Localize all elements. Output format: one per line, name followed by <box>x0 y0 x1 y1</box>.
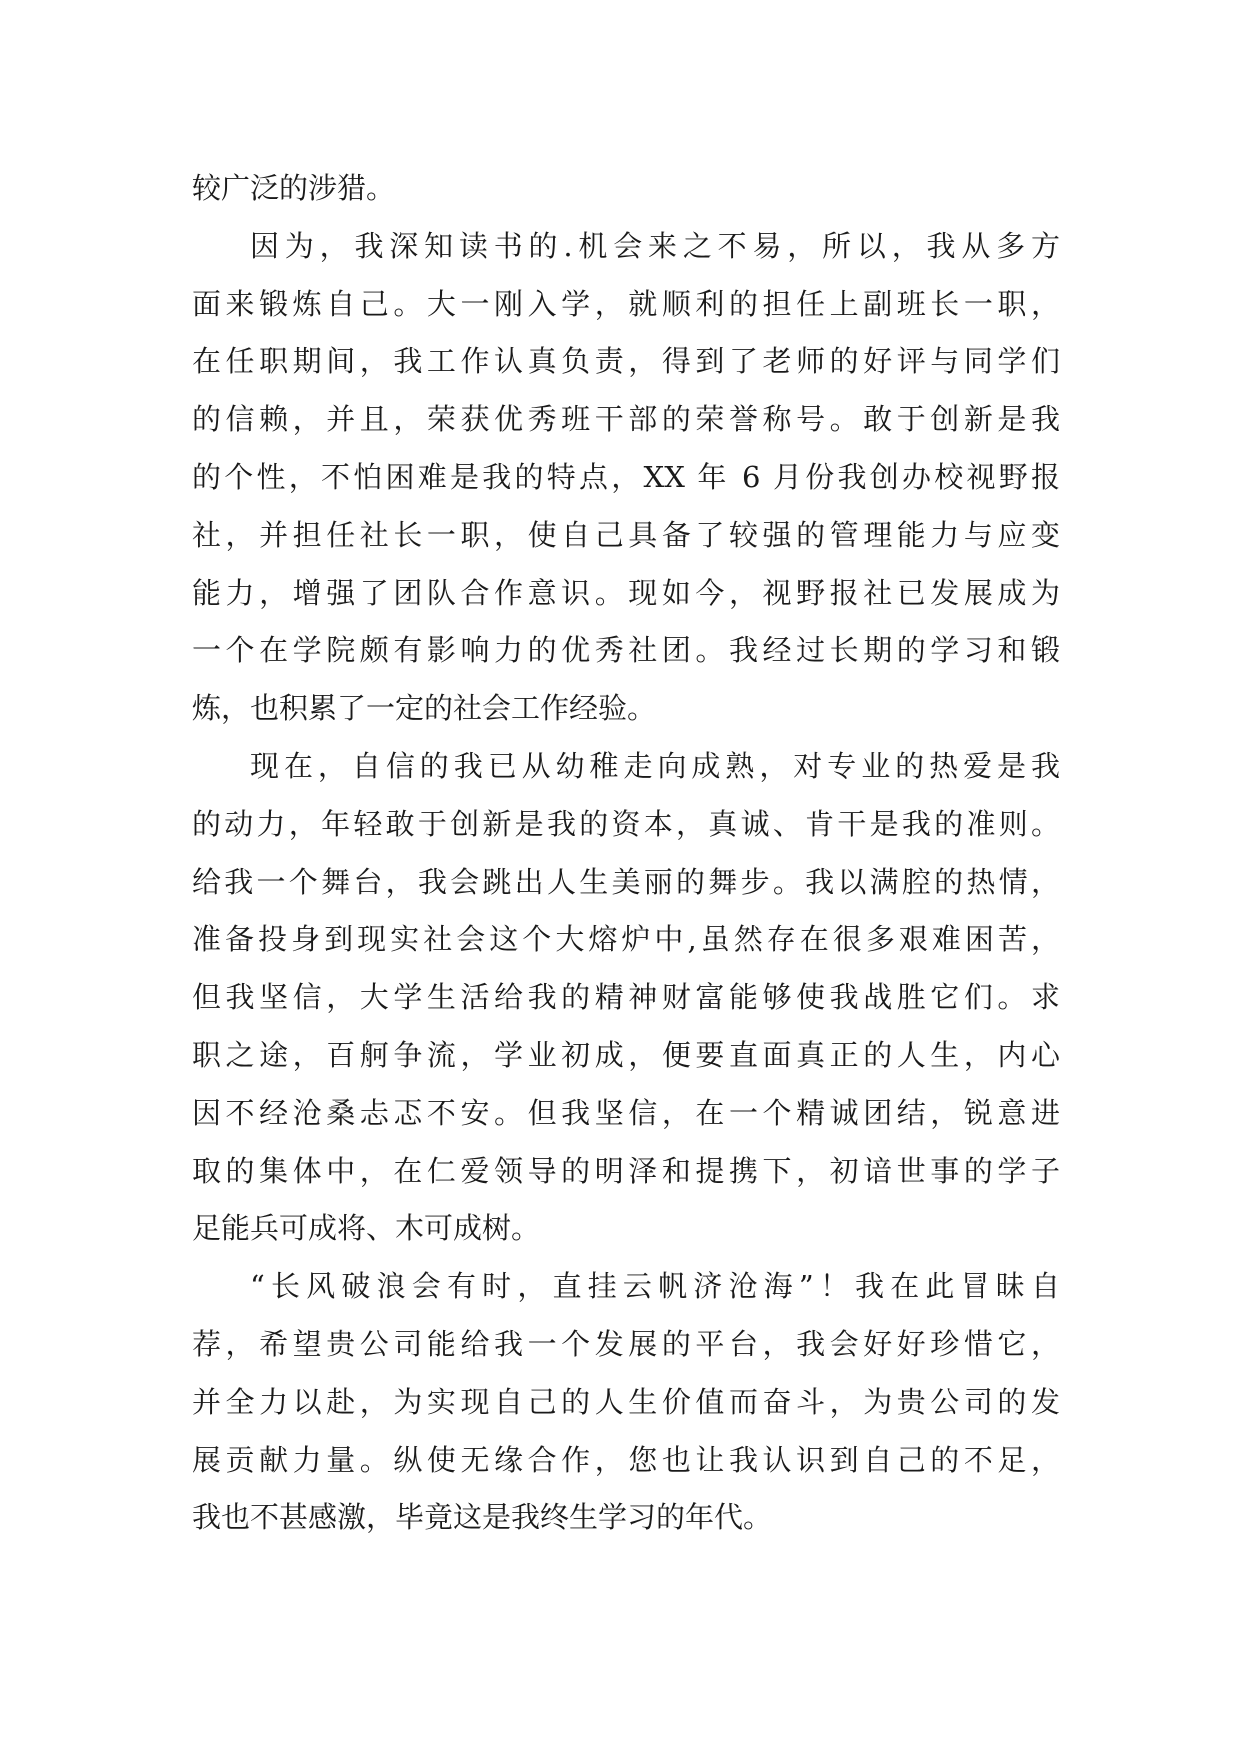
text-line: 职之途，百舸争流，学业初成，便要直面真正的人生，内心 <box>192 1037 1060 1072</box>
text-line: 较广泛的涉猎。 <box>192 171 396 205</box>
paragraph <box>192 738 1060 1258</box>
paragraph <box>192 1258 1060 1547</box>
text-line: 但我坚信，大学生活给我的精神财富能够使我战胜它们。求 <box>192 980 1060 1015</box>
paragraph <box>192 160 1060 218</box>
text-line: 社，并担任社长一职，使自己具备了较强的管理能力与应变 <box>192 517 1060 552</box>
text-line: 现在，自信的我已从幼稚走向成熟，对专业的热爱是我 <box>250 748 1060 783</box>
paragraph <box>192 218 1060 738</box>
text-line: 展贡献力量。纵使无缘合作，您也让我认识到自己的不足， <box>192 1442 1060 1477</box>
text-line: 一个在学院颇有影响力的优秀社团。我经过长期的学习和锻 <box>192 633 1060 668</box>
text-line: 炼，也积累了一定的社会工作经验。 <box>192 691 657 726</box>
text-line: 准备投身到现实社会这个大熔炉中,虽然存在很多艰难困苦， <box>192 922 1060 957</box>
text-line: 荐，希望贵公司能给我一个发展的平台，我会好好珍惜它， <box>192 1326 1060 1361</box>
text-line: 足能兵可成将、木可成树。 <box>192 1211 541 1246</box>
text-line: 给我一个舞台，我会跳出人生美丽的舞步。我以满腔的热情， <box>192 864 1060 899</box>
text-line: 在任职期间，我工作认真负责，得到了老师的好评与同学们 <box>192 344 1060 379</box>
text-line: 取的集体中，在仁爱领导的明泽和提携下，初谙世事的学子 <box>192 1153 1060 1188</box>
text-line: 的个性，不怕困难是我的特点，XX 年 6 月份我创办校视野报 <box>192 459 1060 494</box>
text-line: 因为，我深知读书的.机会来之不易，所以，我从多方 <box>250 228 1060 263</box>
text-line: 并全力以赴，为实现自己的人生价值而奋斗，为贵公司的发 <box>192 1384 1060 1419</box>
text-line: 能力，增强了团队合作意识。现如今，视野报社已发展成为 <box>192 575 1060 610</box>
text-line: 的信赖，并且，荣获优秀班干部的荣誉称号。敢于创新是我 <box>192 402 1060 437</box>
text-line: 面来锻炼自己。大一刚入学，就顺利的担任上副班长一职， <box>192 286 1060 321</box>
text-line: 因不经沧桑忐忑不安。但我坚信，在一个精诚团结，锐意进 <box>192 1095 1060 1130</box>
text-line: 的动力，年轻敢于创新是我的资本，真诚、肯干是我的准则。 <box>192 806 1060 841</box>
body-text <box>192 160 1060 1547</box>
text-line: 我也不甚感激，毕竟这是我终生学习的年代。 <box>192 1500 773 1535</box>
text-line: “长风破浪会有时，直挂云帆济沧海”！我在此冒昧自 <box>250 1269 1060 1304</box>
